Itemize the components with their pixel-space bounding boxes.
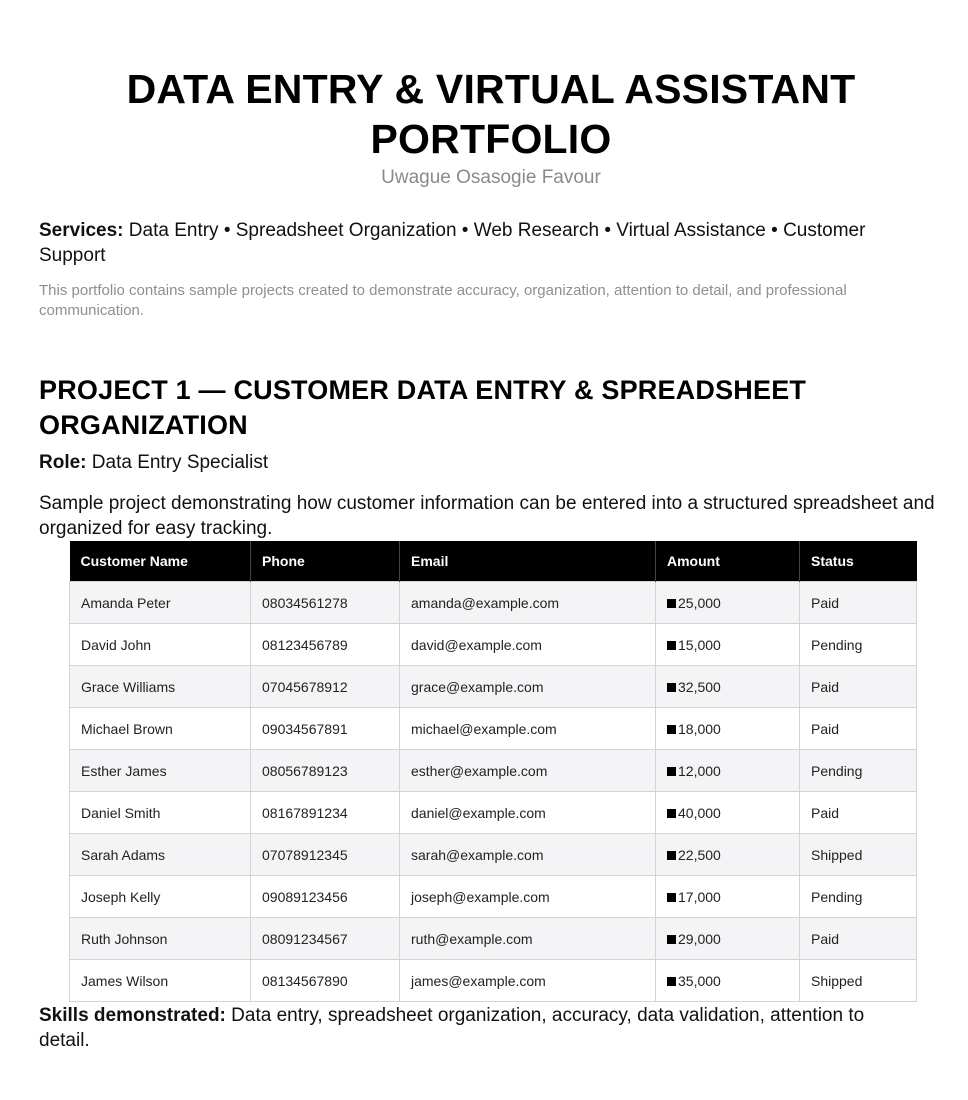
cell-phone: 07045678912 — [251, 666, 400, 708]
cell-amount — [656, 708, 800, 750]
cell-status: Pending — [800, 876, 917, 918]
table-body — [70, 582, 917, 1002]
table-row — [70, 792, 917, 834]
role-value: Data Entry Specialist — [86, 452, 269, 473]
amount-value: 15,000 — [678, 636, 721, 653]
amount-value: 29,000 — [678, 930, 721, 947]
cell-amount — [656, 876, 800, 918]
cell-amount — [656, 792, 800, 834]
cell-amount — [656, 918, 800, 960]
cell-customer-name: Daniel Smith — [70, 792, 251, 834]
cell-email: daniel@example.com — [400, 792, 656, 834]
cell-phone: 08034561278 — [251, 582, 400, 624]
cell-email: amanda@example.com — [400, 582, 656, 624]
table-header-row — [70, 541, 917, 582]
cell-email: ruth@example.com — [400, 918, 656, 960]
column-header-status: Status — [800, 541, 917, 582]
table-row — [70, 918, 917, 960]
cell-phone: 08167891234 — [251, 792, 400, 834]
amount-value: 22,500 — [678, 846, 721, 863]
cell-phone: 08091234567 — [251, 918, 400, 960]
cell-status: Shipped — [800, 960, 917, 1002]
amount-value: 35,000 — [678, 972, 721, 989]
project-1-intro: Sample project demonstrating how customer information can be entered into a structured spreadsheet and organized for easy tracking. — [39, 493, 935, 539]
cell-email: sarah@example.com — [400, 834, 656, 876]
cell-status: Pending — [800, 750, 917, 792]
currency-symbol-icon — [667, 767, 676, 776]
cell-amount — [656, 750, 800, 792]
table-row — [70, 750, 917, 792]
column-header-phone: Phone — [251, 541, 400, 582]
cell-status: Pending — [800, 624, 917, 666]
column-header-amount: Amount — [656, 541, 800, 582]
customer-data-table — [69, 541, 917, 1002]
cell-status: Paid — [800, 792, 917, 834]
currency-symbol-icon — [667, 599, 676, 608]
cell-status: Shipped — [800, 834, 917, 876]
cell-phone: 09089123456 — [251, 876, 400, 918]
cell-customer-name: Ruth Johnson — [70, 918, 251, 960]
table-row — [70, 624, 917, 666]
cell-amount — [656, 834, 800, 876]
table-row — [70, 666, 917, 708]
skills-demonstrated — [39, 1003, 919, 1053]
currency-symbol-icon — [667, 641, 676, 650]
currency-symbol-icon — [667, 977, 676, 986]
cell-email: grace@example.com — [400, 666, 656, 708]
services-line — [39, 218, 919, 268]
cell-customer-name: Joseph Kelly — [70, 876, 251, 918]
portfolio-disclaimer: This portfolio contains sample projects created to demonstrate accuracy, organization, attention to detail, and professional communication. — [39, 282, 847, 319]
cell-customer-name: Michael Brown — [70, 708, 251, 750]
cell-email: esther@example.com — [400, 750, 656, 792]
services-text: Data Entry • Spreadsheet Organization • Web Research • Virtual Assistance • Customer Support — [39, 220, 866, 266]
table-row — [70, 960, 917, 1002]
cell-customer-name: James Wilson — [70, 960, 251, 1002]
currency-symbol-icon — [667, 893, 676, 902]
cell-customer-name: David John — [70, 624, 251, 666]
table-row — [70, 876, 917, 918]
customer-table-wrapper — [69, 541, 916, 1002]
table-row — [70, 834, 917, 876]
amount-value: 17,000 — [678, 888, 721, 905]
amount-value: 12,000 — [678, 762, 721, 779]
cell-email: michael@example.com — [400, 708, 656, 750]
cell-phone: 07078912345 — [251, 834, 400, 876]
table-row — [70, 582, 917, 624]
cell-phone: 08123456789 — [251, 624, 400, 666]
cell-phone: 08134567890 — [251, 960, 400, 1002]
skills-label: Skills demonstrated: — [39, 1005, 226, 1026]
amount-value: 32,500 — [678, 678, 721, 695]
cell-customer-name: Sarah Adams — [70, 834, 251, 876]
cell-customer-name: Grace Williams — [70, 666, 251, 708]
cell-customer-name: Esther James — [70, 750, 251, 792]
services-label: Services: — [39, 220, 124, 241]
cell-email: joseph@example.com — [400, 876, 656, 918]
document-title: DATA ENTRY & VIRTUAL ASSISTANT PORTFOLIO — [126, 66, 856, 162]
skills-text: Data entry, spreadsheet organization, accuracy, data validation, attention to detail. — [39, 1005, 865, 1051]
currency-symbol-icon — [667, 725, 676, 734]
amount-value: 18,000 — [678, 720, 721, 737]
column-header-email: Email — [400, 541, 656, 582]
currency-symbol-icon — [667, 683, 676, 692]
cell-status: Paid — [800, 666, 917, 708]
cell-amount — [656, 582, 800, 624]
cell-customer-name: Amanda Peter — [70, 582, 251, 624]
author-name: Uwague Osasogie Favour — [381, 167, 601, 188]
amount-value: 40,000 — [678, 804, 721, 821]
role-label: Role: — [39, 452, 87, 473]
project-1-role — [39, 451, 268, 475]
currency-symbol-icon — [667, 851, 676, 860]
cell-amount — [656, 666, 800, 708]
currency-symbol-icon — [667, 935, 676, 944]
cell-email: david@example.com — [400, 624, 656, 666]
cell-status: Paid — [800, 582, 917, 624]
table-row — [70, 708, 917, 750]
cell-status: Paid — [800, 708, 917, 750]
column-header-customer-name: Customer Name — [70, 541, 251, 582]
amount-value: 25,000 — [678, 594, 721, 611]
cell-email: james@example.com — [400, 960, 656, 1002]
cell-amount — [656, 624, 800, 666]
project-1-title: PROJECT 1 — CUSTOMER DATA ENTRY & SPREADSHEET ORGANIZATION — [39, 375, 807, 440]
cell-phone: 08056789123 — [251, 750, 400, 792]
cell-amount — [656, 960, 800, 1002]
currency-symbol-icon — [667, 809, 676, 818]
cell-phone: 09034567891 — [251, 708, 400, 750]
cell-status: Paid — [800, 918, 917, 960]
